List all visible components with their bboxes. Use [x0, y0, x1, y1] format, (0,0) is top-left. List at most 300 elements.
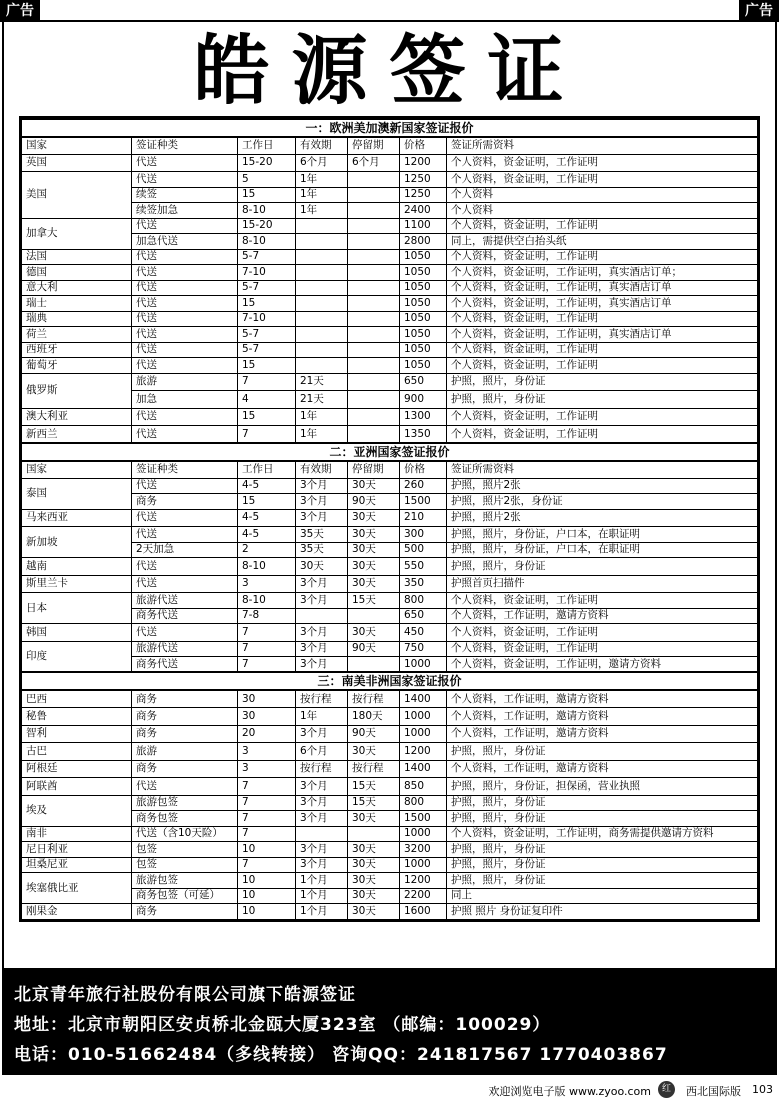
stay-cell: [348, 826, 400, 842]
table-row: [22, 203, 758, 219]
country-cell: 瑞士: [22, 296, 132, 312]
table-row: [22, 172, 758, 188]
table-row: [22, 218, 758, 234]
price-cell: 260: [400, 478, 447, 494]
workdays-cell: 30: [238, 690, 296, 708]
requirements-cell: 个人资料，资金证明，工作证明: [447, 426, 758, 444]
price-cell: 650: [400, 608, 447, 624]
visa-type-cell: 包签: [132, 857, 238, 873]
table-row: [22, 593, 758, 609]
stay-cell: 90天: [348, 494, 400, 510]
requirements-cell: 个人资料，资金证明，工作证明: [447, 154, 758, 172]
validity-cell: 1个月: [296, 888, 348, 904]
visa-type-cell: 旅游代送: [132, 593, 238, 609]
requirements-cell: 护照，照片，身份证: [447, 857, 758, 873]
country-cell: 越南: [22, 558, 132, 576]
visa-type-cell: 包签: [132, 842, 238, 858]
stay-cell: [348, 657, 400, 673]
price-cell: 1500: [400, 494, 447, 510]
stay-cell: [348, 391, 400, 409]
visa-price-table: [21, 118, 758, 920]
validity-cell: 按行程: [296, 690, 348, 708]
price-cell: 1200: [400, 873, 447, 889]
requirements-cell: 护照 照片 身份证复印件: [447, 904, 758, 920]
visa-type-cell: 旅游包签: [132, 795, 238, 811]
stay-cell: 30天: [348, 811, 400, 827]
price-cell: 300: [400, 527, 447, 543]
table-row: [22, 811, 758, 827]
price-cell: 1350: [400, 426, 447, 444]
visa-type-cell: 加急代送: [132, 234, 238, 250]
table-row: [22, 265, 758, 281]
stay-cell: 30天: [348, 478, 400, 494]
table-row: [22, 842, 758, 858]
requirements-cell: 个人资料，资金证明，工作证明，真实酒店订单: [447, 296, 758, 312]
table-row: [22, 358, 758, 374]
page-title: 皓源签证: [193, 26, 586, 115]
workdays-cell: 4: [238, 391, 296, 409]
price-cell: 1000: [400, 725, 447, 743]
column-header: 签证种类: [132, 461, 238, 478]
validity-cell: [296, 218, 348, 234]
table-row: [22, 725, 758, 743]
stay-cell: 30天: [348, 624, 400, 642]
validity-cell: 1年: [296, 708, 348, 726]
requirements-cell: 个人资料，资金证明，工作证明: [447, 408, 758, 426]
table-row: [22, 391, 758, 409]
validity-cell: 3个月: [296, 778, 348, 796]
column-header: 停留期: [348, 137, 400, 154]
requirements-cell: 个人资料: [447, 187, 758, 203]
requirements-cell: 护照，照片，身份证: [447, 873, 758, 889]
table-row: [22, 904, 758, 920]
column-header: 国家: [22, 137, 132, 154]
stay-cell: [348, 327, 400, 343]
price-cell: 800: [400, 795, 447, 811]
workdays-cell: 20: [238, 725, 296, 743]
workdays-cell: 7: [238, 373, 296, 391]
requirements-cell: 护照，照片2张: [447, 478, 758, 494]
requirements-cell: 个人资料，资金证明，工作证明: [447, 249, 758, 265]
workdays-cell: 5-7: [238, 342, 296, 358]
country-cell: 法国: [22, 249, 132, 265]
workdays-cell: 8-10: [238, 558, 296, 576]
stay-cell: [348, 218, 400, 234]
section-header: [22, 672, 758, 690]
price-cell: 1050: [400, 249, 447, 265]
requirements-cell: 个人资料，资金证明，工作证明: [447, 218, 758, 234]
table-row: [22, 624, 758, 642]
price-cell: 650: [400, 373, 447, 391]
table-row: [22, 478, 758, 494]
workdays-cell: 15: [238, 494, 296, 510]
country-cell: 葡萄牙: [22, 358, 132, 374]
workdays-cell: 10: [238, 904, 296, 920]
workdays-cell: 7: [238, 811, 296, 827]
stay-cell: 30天: [348, 527, 400, 543]
workdays-cell: 7: [238, 657, 296, 673]
requirements-cell: 个人资料，资金证明，工作证明，真实酒店订单: [447, 280, 758, 296]
table-row: [22, 373, 758, 391]
validity-cell: 1个月: [296, 904, 348, 920]
requirements-cell: 同上，需提供空白抬头纸: [447, 234, 758, 250]
workdays-cell: 8-10: [238, 203, 296, 219]
workdays-cell: 30: [238, 708, 296, 726]
price-cell: 550: [400, 558, 447, 576]
stay-cell: 30天: [348, 509, 400, 527]
stay-cell: 30天: [348, 842, 400, 858]
visa-type-cell: 代送: [132, 778, 238, 796]
section-header: [22, 443, 758, 461]
requirements-cell: 个人资料，工作证明，邀请方资料: [447, 725, 758, 743]
country-cell: 美国: [22, 172, 132, 219]
price-table-container: [19, 116, 760, 922]
visa-type-cell: 商务: [132, 725, 238, 743]
edition-badge-icon: 红: [658, 1081, 675, 1098]
price-cell: 1000: [400, 857, 447, 873]
country-cell: 西班牙: [22, 342, 132, 358]
visa-type-cell: 旅游: [132, 743, 238, 761]
section-title: 三：南美非洲国家签证报价: [22, 672, 758, 690]
table-row: [22, 888, 758, 904]
table-row: [22, 708, 758, 726]
workdays-cell: 7-10: [238, 311, 296, 327]
table-row: [22, 154, 758, 172]
requirements-cell: 护照，照片，身份证，户口本，在职证明: [447, 542, 758, 558]
price-cell: 2800: [400, 234, 447, 250]
price-cell: 210: [400, 509, 447, 527]
visa-type-cell: 代送: [132, 575, 238, 593]
price-cell: 1050: [400, 296, 447, 312]
validity-cell: 按行程: [296, 760, 348, 778]
table-row: [22, 426, 758, 444]
validity-cell: 3个月: [296, 725, 348, 743]
visa-type-cell: 代送: [132, 624, 238, 642]
validity-cell: 1年: [296, 203, 348, 219]
price-cell: 2400: [400, 203, 447, 219]
workdays-cell: 10: [238, 888, 296, 904]
validity-cell: [296, 327, 348, 343]
country-cell: 泰国: [22, 478, 132, 509]
table-row: [22, 641, 758, 657]
visa-type-cell: 商务包签: [132, 811, 238, 827]
country-cell: 瑞典: [22, 311, 132, 327]
table-row: [22, 311, 758, 327]
price-cell: 3200: [400, 842, 447, 858]
price-cell: 1050: [400, 327, 447, 343]
visa-type-cell: 商务代送: [132, 657, 238, 673]
visa-type-cell: 代送: [132, 527, 238, 543]
stay-cell: [348, 280, 400, 296]
price-cell: 1400: [400, 760, 447, 778]
requirements-cell: 同上: [447, 888, 758, 904]
edition-name: 西北国际版: [686, 1085, 741, 1098]
requirements-cell: 个人资料，资金证明，工作证明: [447, 311, 758, 327]
table-row: [22, 494, 758, 510]
website-text: 欢迎浏览电子版 www.zyoo.com: [488, 1085, 651, 1098]
column-header: 签证所需资料: [447, 461, 758, 478]
visa-type-cell: 代送: [132, 280, 238, 296]
column-header: 价格: [400, 137, 447, 154]
validity-cell: [296, 826, 348, 842]
ad-label-left: 广告: [0, 0, 40, 22]
validity-cell: 3个月: [296, 842, 348, 858]
stay-cell: [348, 342, 400, 358]
stay-cell: [348, 172, 400, 188]
country-cell: 埃塞俄比亚: [22, 873, 132, 904]
workdays-cell: 10: [238, 873, 296, 889]
stay-cell: [348, 311, 400, 327]
company-name: 北京青年旅行社股份有限公司旗下皓源签证: [14, 985, 356, 1005]
requirements-cell: 个人资料，工作证明，邀请方资料: [447, 708, 758, 726]
validity-cell: 3个月: [296, 657, 348, 673]
stay-cell: [348, 408, 400, 426]
table-row: [22, 608, 758, 624]
table-row: [22, 760, 758, 778]
validity-cell: 21天: [296, 373, 348, 391]
workdays-cell: 10: [238, 842, 296, 858]
workdays-cell: 15-20: [238, 218, 296, 234]
section-title: 一：欧洲美加澳新国家签证报价: [22, 119, 758, 137]
validity-cell: 30天: [296, 558, 348, 576]
visa-type-cell: 代送: [132, 311, 238, 327]
price-cell: 1050: [400, 358, 447, 374]
visa-type-cell: 代送: [132, 218, 238, 234]
workdays-cell: 7: [238, 795, 296, 811]
price-cell: 900: [400, 391, 447, 409]
price-cell: 1050: [400, 280, 447, 296]
price-cell: 1100: [400, 218, 447, 234]
column-header: 工作日: [238, 461, 296, 478]
stay-cell: 30天: [348, 542, 400, 558]
price-cell: 2200: [400, 888, 447, 904]
stay-cell: 30天: [348, 873, 400, 889]
country-cell: 加拿大: [22, 218, 132, 249]
stay-cell: 30天: [348, 558, 400, 576]
workdays-cell: 2: [238, 542, 296, 558]
stay-cell: [348, 249, 400, 265]
price-cell: 850: [400, 778, 447, 796]
workdays-cell: 7: [238, 826, 296, 842]
country-cell: 马来西亚: [22, 509, 132, 527]
table-row: [22, 249, 758, 265]
price-cell: 750: [400, 641, 447, 657]
table-row: [22, 778, 758, 796]
visa-type-cell: 商务: [132, 494, 238, 510]
workdays-cell: 4-5: [238, 509, 296, 527]
validity-cell: [296, 280, 348, 296]
page-number: 103: [752, 1083, 773, 1096]
visa-type-cell: 代送: [132, 327, 238, 343]
workdays-cell: 7-10: [238, 265, 296, 281]
country-cell: 古巴: [22, 743, 132, 761]
price-cell: 1200: [400, 743, 447, 761]
stay-cell: 15天: [348, 778, 400, 796]
requirements-cell: 个人资料: [447, 203, 758, 219]
workdays-cell: 4-5: [238, 527, 296, 543]
table-row: [22, 408, 758, 426]
requirements-cell: 护照，照片，身份证: [447, 373, 758, 391]
price-cell: 1200: [400, 154, 447, 172]
column-header: 有效期: [296, 137, 348, 154]
country-cell: 智利: [22, 725, 132, 743]
table-row: [22, 690, 758, 708]
workdays-cell: 3: [238, 760, 296, 778]
validity-cell: 3个月: [296, 593, 348, 609]
requirements-cell: 护照首页扫描件: [447, 575, 758, 593]
validity-cell: [296, 265, 348, 281]
requirements-cell: 个人资料，资金证明，工作证明: [447, 342, 758, 358]
requirements-cell: 个人资料，工作证明，邀请方资料: [447, 760, 758, 778]
requirements-cell: 护照，照片，身份证，户口本，在职证明: [447, 527, 758, 543]
price-cell: 1300: [400, 408, 447, 426]
table-row: [22, 826, 758, 842]
page-footer: [0, 1080, 779, 1100]
table-row: [22, 575, 758, 593]
country-cell: 阿根廷: [22, 760, 132, 778]
requirements-cell: 护照，照片2张: [447, 509, 758, 527]
workdays-cell: 7: [238, 641, 296, 657]
requirements-cell: 护照，照片，身份证: [447, 558, 758, 576]
workdays-cell: 7-8: [238, 608, 296, 624]
validity-cell: [296, 296, 348, 312]
validity-cell: 3个月: [296, 624, 348, 642]
price-cell: 1000: [400, 657, 447, 673]
visa-type-cell: 加急: [132, 391, 238, 409]
table-row: [22, 234, 758, 250]
column-header-row: [22, 461, 758, 478]
visa-type-cell: 代送: [132, 509, 238, 527]
visa-type-cell: 旅游: [132, 373, 238, 391]
column-header: 签证种类: [132, 137, 238, 154]
stay-cell: [348, 373, 400, 391]
column-header: 停留期: [348, 461, 400, 478]
table-row: [22, 327, 758, 343]
validity-cell: 21天: [296, 391, 348, 409]
stay-cell: 90天: [348, 641, 400, 657]
country-cell: 澳大利亚: [22, 408, 132, 426]
country-cell: 尼日利亚: [22, 842, 132, 858]
stay-cell: [348, 608, 400, 624]
requirements-cell: 护照，照片，身份证: [447, 743, 758, 761]
stay-cell: 30天: [348, 888, 400, 904]
address: 地址：北京市朝阳区安贞桥北金瓯大厦323室 （邮编：100029）: [14, 1015, 551, 1035]
workdays-cell: 15-20: [238, 154, 296, 172]
visa-type-cell: 代送: [132, 358, 238, 374]
validity-cell: 3个月: [296, 494, 348, 510]
workdays-cell: 15: [238, 296, 296, 312]
workdays-cell: 4-5: [238, 478, 296, 494]
table-row: [22, 542, 758, 558]
table-row: [22, 558, 758, 576]
validity-cell: 3个月: [296, 509, 348, 527]
visa-type-cell: 代送（含10天险）: [132, 826, 238, 842]
requirements-cell: 个人资料，工作证明，邀请方资料: [447, 690, 758, 708]
country-cell: 新西兰: [22, 426, 132, 444]
stay-cell: 180天: [348, 708, 400, 726]
validity-cell: 6个月: [296, 154, 348, 172]
validity-cell: 1年: [296, 408, 348, 426]
stay-cell: 30天: [348, 743, 400, 761]
validity-cell: 3个月: [296, 478, 348, 494]
column-header: 签证所需资料: [447, 137, 758, 154]
visa-type-cell: 商务代送: [132, 608, 238, 624]
validity-cell: 3个月: [296, 575, 348, 593]
workdays-cell: 15: [238, 187, 296, 203]
table-row: [22, 873, 758, 889]
country-cell: 日本: [22, 593, 132, 624]
country-cell: 德国: [22, 265, 132, 281]
section-title: 二：亚洲国家签证报价: [22, 443, 758, 461]
stay-cell: [348, 187, 400, 203]
stay-cell: [348, 203, 400, 219]
price-cell: 1050: [400, 342, 447, 358]
stay-cell: 按行程: [348, 690, 400, 708]
requirements-cell: 护照，照片，身份证: [447, 795, 758, 811]
country-cell: 荷兰: [22, 327, 132, 343]
table-row: [22, 657, 758, 673]
visa-type-cell: 代送: [132, 172, 238, 188]
validity-cell: [296, 358, 348, 374]
visa-type-cell: 商务: [132, 904, 238, 920]
visa-type-cell: 续签加急: [132, 203, 238, 219]
requirements-cell: 个人资料，资金证明，工作证明，邀请方资料: [447, 657, 758, 673]
visa-type-cell: 代送: [132, 426, 238, 444]
requirements-cell: 个人资料，工作证明，邀请方资料: [447, 608, 758, 624]
country-cell: 新加坡: [22, 527, 132, 558]
requirements-cell: 个人资料，资金证明，工作证明，商务需提供邀请方资料: [447, 826, 758, 842]
workdays-cell: 5-7: [238, 327, 296, 343]
visa-type-cell: 商务包签（可延）: [132, 888, 238, 904]
workdays-cell: 7: [238, 426, 296, 444]
stay-cell: 30天: [348, 857, 400, 873]
workdays-cell: 15: [238, 358, 296, 374]
table-row: [22, 527, 758, 543]
stay-cell: 30天: [348, 904, 400, 920]
workdays-cell: 8-10: [238, 234, 296, 250]
price-cell: 1250: [400, 172, 447, 188]
stay-cell: [348, 426, 400, 444]
stay-cell: 15天: [348, 795, 400, 811]
validity-cell: 3个月: [296, 857, 348, 873]
workdays-cell: 7: [238, 857, 296, 873]
price-cell: 1250: [400, 187, 447, 203]
stay-cell: 90天: [348, 725, 400, 743]
visa-type-cell: 代送: [132, 478, 238, 494]
price-cell: 1600: [400, 904, 447, 920]
country-cell: 巴西: [22, 690, 132, 708]
requirements-cell: 个人资料，资金证明，工作证明: [447, 593, 758, 609]
requirements-cell: 护照，照片2张，身份证: [447, 494, 758, 510]
stay-cell: [348, 234, 400, 250]
price-cell: 1400: [400, 690, 447, 708]
visa-type-cell: 2天加急: [132, 542, 238, 558]
visa-type-cell: 代送: [132, 265, 238, 281]
workdays-cell: 7: [238, 624, 296, 642]
requirements-cell: 个人资料，资金证明，工作证明，真实酒店订单: [447, 327, 758, 343]
validity-cell: 1年: [296, 187, 348, 203]
price-cell: 350: [400, 575, 447, 593]
visa-type-cell: 商务: [132, 690, 238, 708]
table-row: [22, 296, 758, 312]
validity-cell: [296, 608, 348, 624]
country-cell: 韩国: [22, 624, 132, 642]
validity-cell: [296, 249, 348, 265]
workdays-cell: 7: [238, 778, 296, 796]
country-cell: 阿联酋: [22, 778, 132, 796]
table-row: [22, 795, 758, 811]
visa-type-cell: 续签: [132, 187, 238, 203]
